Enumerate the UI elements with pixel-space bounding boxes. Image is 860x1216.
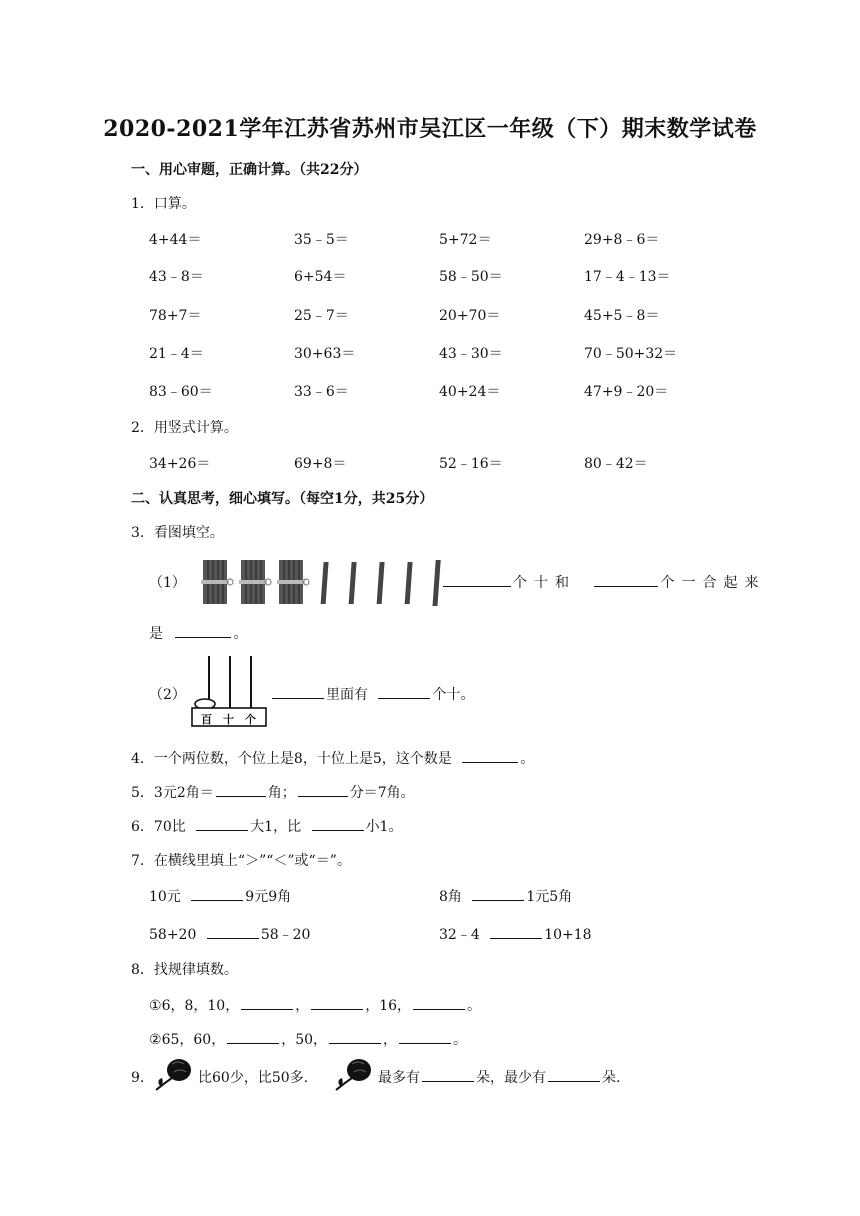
- q7-item: 58+20 58﹣20: [149, 924, 310, 944]
- answer-blank[interactable]: [298, 782, 348, 797]
- q3-part1-line2: 是 。: [149, 623, 247, 643]
- q1-item: 30+63＝: [294, 346, 356, 362]
- answer-blank[interactable]: [311, 995, 363, 1010]
- q1-item: 70﹣50+32＝: [584, 346, 678, 362]
- bundle-of-ten-icon: [201, 560, 233, 604]
- q8-sequence-2: ②65，60， ，50， ， 。: [149, 1029, 467, 1049]
- q1-item: 40+24＝: [439, 384, 501, 400]
- answer-blank[interactable]: [548, 1067, 600, 1082]
- abacus-label-ones: 个: [245, 713, 256, 726]
- answer-blank[interactable]: [312, 816, 364, 831]
- q8-sequence-1: ①6，8，10， ， ，16， 。: [149, 995, 481, 1015]
- q1-item: 4+44＝: [149, 232, 202, 248]
- q2-item: 52﹣16＝: [439, 456, 503, 472]
- q1-item: 17﹣4﹣13＝: [584, 269, 671, 285]
- q7-label: 7．在横线里填上“＞”“＜”或“＝”。: [131, 853, 351, 869]
- circled-two-marker: ②: [149, 1032, 162, 1048]
- answer-blank[interactable]: [227, 1029, 279, 1044]
- answer-blank[interactable]: [490, 924, 542, 939]
- q8-label: 8．找规律填数。: [131, 962, 238, 978]
- q1-item: 29+8﹣6＝: [584, 232, 660, 248]
- q1-item: 35﹣5＝: [294, 232, 349, 248]
- answer-blank[interactable]: [196, 816, 248, 831]
- answer-blank[interactable]: [175, 623, 231, 638]
- q1-label: 1．口算。: [131, 196, 196, 212]
- q1-item: 6+54＝: [294, 269, 347, 285]
- q1-item: 43﹣30＝: [439, 346, 503, 362]
- q5: 5．3元2角＝ 角； 分＝7角。: [131, 782, 415, 802]
- q1-item: 20+70＝: [439, 308, 501, 324]
- q2-item: 34+26＝: [149, 456, 211, 472]
- q3-label: 3．看图填空。: [131, 525, 224, 541]
- abacus-label-tens: 十: [223, 713, 234, 726]
- answer-blank[interactable]: [272, 684, 324, 699]
- flower-icon: [152, 1056, 194, 1092]
- page-title: 2020-2021学年江苏省苏州市吴江区一年级（下）期末数学试卷: [103, 116, 757, 142]
- q1-item: 58﹣50＝: [439, 269, 503, 285]
- answer-blank[interactable]: [191, 886, 243, 901]
- answer-blank[interactable]: [207, 924, 259, 939]
- q7-item: 10元 9元9角: [149, 886, 291, 906]
- q6: 6．70比 大1，比 小1。: [131, 816, 402, 836]
- answer-blank[interactable]: [472, 886, 524, 901]
- q1-item: 43﹣8＝: [149, 269, 204, 285]
- q2-item: 80﹣42＝: [584, 456, 648, 472]
- circled-one-marker: ①: [149, 998, 162, 1014]
- bundles-of-sticks-image: [199, 556, 441, 608]
- q1-item: 78+7＝: [149, 308, 202, 324]
- q1-item: 47+9﹣20＝: [584, 384, 669, 400]
- q9-text-b: 最多有 朵，最少有 朵.: [378, 1067, 620, 1087]
- bundle-of-ten-icon: [239, 560, 271, 604]
- answer-blank[interactable]: [241, 995, 293, 1010]
- q3-part1-line1: 个十和 个一合起来: [441, 572, 765, 592]
- q4: 4．一个两位数，个位上是8，十位上是5，这个数是 。: [131, 748, 534, 768]
- abacus-label-hundreds: 百: [201, 713, 212, 726]
- q2-item: 69+8＝: [294, 456, 347, 472]
- section-2-heading: 二、认真思考，细心填写。（每空1分，共25分）: [131, 491, 434, 507]
- answer-blank[interactable]: [399, 1029, 451, 1044]
- q1-item: 5+72＝: [439, 232, 492, 248]
- q3-part2-number: （2）: [149, 687, 186, 703]
- q9-text-a: 比60少，比50多.: [198, 1070, 309, 1086]
- q2-label: 2．用竖式计算。: [131, 420, 238, 436]
- answer-blank[interactable]: [216, 782, 266, 797]
- answer-blank[interactable]: [329, 1029, 381, 1044]
- answer-blank[interactable]: [594, 572, 658, 587]
- q1-item: 33﹣6＝: [294, 384, 349, 400]
- q1-item: 21﹣4＝: [149, 346, 204, 362]
- q3-part1-number: （1）: [149, 575, 186, 591]
- q1-item: 25﹣7＝: [294, 308, 349, 324]
- section-1-heading: 一、用心审题，正确计算。（共22分）: [131, 162, 368, 178]
- bundle-of-ten-icon: [277, 560, 309, 604]
- answer-blank[interactable]: [422, 1067, 474, 1082]
- answer-blank[interactable]: [443, 572, 511, 587]
- q1-item: 83﹣60＝: [149, 384, 213, 400]
- q9-number: 9．: [131, 1070, 154, 1086]
- q7-item: 32﹣4 10+18: [439, 924, 592, 944]
- q7-item: 8角 1元5角: [439, 886, 572, 906]
- answer-blank[interactable]: [378, 684, 430, 699]
- q3-part2-line: 里面有 个十。: [270, 684, 474, 704]
- q1-item: 45+5﹣8＝: [584, 308, 660, 324]
- answer-blank[interactable]: [462, 748, 518, 763]
- flower-icon: [332, 1056, 374, 1092]
- answer-blank[interactable]: [413, 995, 465, 1010]
